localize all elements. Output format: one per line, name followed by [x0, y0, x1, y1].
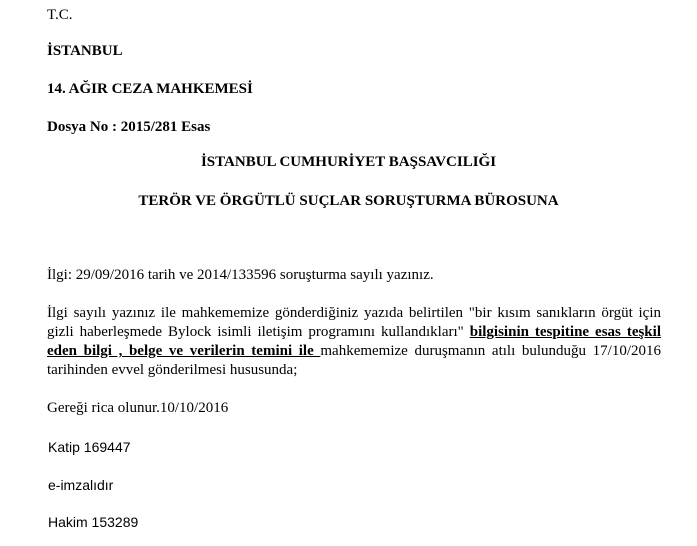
paragraph-emphasis: bilgisinin tespitine esas teşkil eden bilgi , belge ve verilerin temini ile [47, 324, 661, 359]
file-number: Dosya No : 2015/281 Esas [47, 119, 211, 135]
recipient-office: İSTANBUL CUMHURİYET BAŞSAVCILIĞI [200, 154, 497, 170]
paragraph-text-start: İlgi sayılı yazınız ile mahkememize gönderdiğiniz yazıda belirtilen "bir kısım sanıkların örgüt için gizli haberleşmede Bylock isimli iletişim programını kullandıkları" [47, 305, 661, 340]
reference-line: İlgi: 29/09/2016 tarih ve 2014/133596 soruşturma sayılı yazınız. [47, 267, 434, 283]
recipient-bureau: TERÖR VE ÖRGÜTLÜ SUÇLAR SORUŞTURMA BÜROSUNA [138, 193, 559, 209]
header-court: 14. AĞIR CEZA MAHKEMESİ [47, 81, 253, 97]
header-city: İSTANBUL [47, 43, 123, 59]
judge-signature: Hakim 153289 [48, 514, 139, 530]
closing-line: Gereği rica olunur.10/10/2016 [47, 400, 229, 416]
clerk-signature: Katip 169447 [48, 439, 131, 455]
paragraph-text-end: mahkememize duruşmanın atılı bulunduğu 17/10/2016 tarihinden evvel gönderilmesi hususunda; [47, 343, 661, 378]
header-country: T.C. [47, 7, 73, 23]
esign-note: e-imzalıdır [48, 477, 114, 493]
main-paragraph [47, 304, 661, 380]
